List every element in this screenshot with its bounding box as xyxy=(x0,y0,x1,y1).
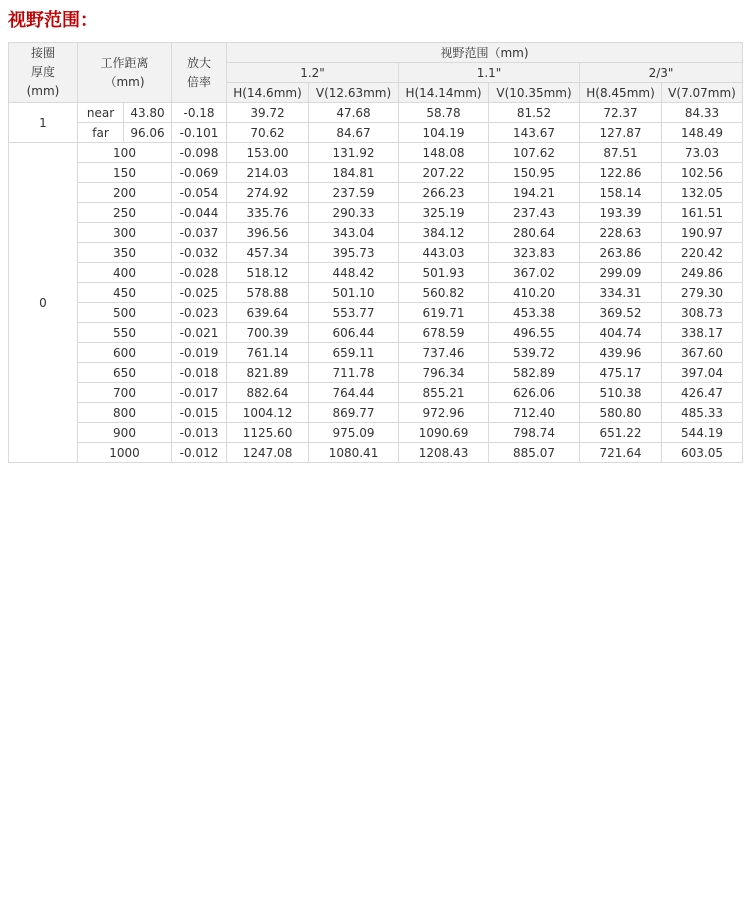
fov-cell: 651.22 xyxy=(580,423,662,443)
header-col: V(12.63mm) xyxy=(309,83,399,103)
magnification-cell: -0.012 xyxy=(172,443,227,463)
table-row xyxy=(9,343,743,363)
table-header xyxy=(9,43,743,103)
magnification-cell: -0.021 xyxy=(172,323,227,343)
table-row xyxy=(9,263,743,283)
fov-cell: 882.64 xyxy=(227,383,309,403)
fov-cell: 148.08 xyxy=(399,143,489,163)
fov-cell: 102.56 xyxy=(662,163,743,183)
fov-cell: 220.42 xyxy=(662,243,743,263)
header-working-distance: 工作距离 （mm) xyxy=(78,43,172,103)
fov-cell: 404.74 xyxy=(580,323,662,343)
fov-cell: 279.30 xyxy=(662,283,743,303)
header-sensor: 1.2" xyxy=(227,63,399,83)
magnification-cell: -0.044 xyxy=(172,203,227,223)
header-sensor: 1.1" xyxy=(399,63,580,83)
fov-cell: 1125.60 xyxy=(227,423,309,443)
fov-cell: 397.04 xyxy=(662,363,743,383)
table-row xyxy=(9,183,743,203)
fov-cell: 107.62 xyxy=(489,143,580,163)
distance-cell: 200 xyxy=(78,183,172,203)
distance-cell: 43.80 xyxy=(124,103,172,123)
fov-cell: 764.44 xyxy=(309,383,399,403)
fov-cell: 84.33 xyxy=(662,103,743,123)
magnification-cell: -0.019 xyxy=(172,343,227,363)
table-row xyxy=(9,403,743,423)
thickness-cell: 0 xyxy=(9,143,78,463)
fov-cell: 639.64 xyxy=(227,303,309,323)
fov-cell: 972.96 xyxy=(399,403,489,423)
fov-cell: 975.09 xyxy=(309,423,399,443)
fov-cell: 299.09 xyxy=(580,263,662,283)
fov-cell: 711.78 xyxy=(309,363,399,383)
header-thickness: 接圈 厚度 (mm) xyxy=(9,43,78,103)
fov-cell: 131.92 xyxy=(309,143,399,163)
fov-cell: 194.21 xyxy=(489,183,580,203)
fov-cell: 869.77 xyxy=(309,403,399,423)
fov-cell: 1208.43 xyxy=(399,443,489,463)
fov-cell: 367.60 xyxy=(662,343,743,363)
distance-cell: 400 xyxy=(78,263,172,283)
fov-cell: 184.81 xyxy=(309,163,399,183)
fov-cell: 280.64 xyxy=(489,223,580,243)
fov-cell: 885.07 xyxy=(489,443,580,463)
fov-cell: 539.72 xyxy=(489,343,580,363)
table-row xyxy=(9,243,743,263)
fov-cell: 249.86 xyxy=(662,263,743,283)
fov-cell: 335.76 xyxy=(227,203,309,223)
magnification-cell: -0.017 xyxy=(172,383,227,403)
fov-cell: 290.33 xyxy=(309,203,399,223)
magnification-cell: -0.032 xyxy=(172,243,227,263)
table-row xyxy=(9,443,743,463)
fov-cell: 161.51 xyxy=(662,203,743,223)
header-magnification: 放大 倍率 xyxy=(172,43,227,103)
fov-cell: 237.43 xyxy=(489,203,580,223)
distance-cell: 700 xyxy=(78,383,172,403)
table-row xyxy=(9,323,743,343)
fov-cell: 485.33 xyxy=(662,403,743,423)
table-row xyxy=(9,103,743,123)
fov-cell: 143.67 xyxy=(489,123,580,143)
fov-cell: 1080.41 xyxy=(309,443,399,463)
fov-cell: 150.95 xyxy=(489,163,580,183)
fov-cell: 207.22 xyxy=(399,163,489,183)
fov-cell: 395.73 xyxy=(309,243,399,263)
header-col: V(10.35mm) xyxy=(489,83,580,103)
fov-cell: 821.89 xyxy=(227,363,309,383)
fov-cell: 582.89 xyxy=(489,363,580,383)
table-row xyxy=(9,363,743,383)
fov-cell: 544.19 xyxy=(662,423,743,443)
fov-cell: 510.38 xyxy=(580,383,662,403)
fov-cell: 475.17 xyxy=(580,363,662,383)
fov-cell: 606.44 xyxy=(309,323,399,343)
distance-cell: 500 xyxy=(78,303,172,323)
fov-cell: 603.05 xyxy=(662,443,743,463)
distance-cell: 1000 xyxy=(78,443,172,463)
fov-cell: 1247.08 xyxy=(227,443,309,463)
magnification-cell: -0.098 xyxy=(172,143,227,163)
fov-cell: 457.34 xyxy=(227,243,309,263)
distance-cell: 800 xyxy=(78,403,172,423)
fov-cell: 678.59 xyxy=(399,323,489,343)
magnification-cell: -0.023 xyxy=(172,303,227,323)
fov-cell: 426.47 xyxy=(662,383,743,403)
fov-cell: 560.82 xyxy=(399,283,489,303)
distance-cell: 100 xyxy=(78,143,172,163)
header-col: H(8.45mm) xyxy=(580,83,662,103)
fov-cell: 237.59 xyxy=(309,183,399,203)
fov-cell: 58.78 xyxy=(399,103,489,123)
distance-cell: 96.06 xyxy=(124,123,172,143)
fov-cell: 193.39 xyxy=(580,203,662,223)
distance-cell: 300 xyxy=(78,223,172,243)
magnification-cell: -0.015 xyxy=(172,403,227,423)
fov-cell: 737.46 xyxy=(399,343,489,363)
fov-cell: 104.19 xyxy=(399,123,489,143)
fov-cell: 308.73 xyxy=(662,303,743,323)
distance-cell: 450 xyxy=(78,283,172,303)
fov-cell: 274.92 xyxy=(227,183,309,203)
table-row xyxy=(9,123,743,143)
field-of-view-table xyxy=(8,42,743,463)
fov-cell: 439.96 xyxy=(580,343,662,363)
distance-label-cell: near xyxy=(78,103,124,123)
fov-cell: 396.56 xyxy=(227,223,309,243)
magnification-cell: -0.028 xyxy=(172,263,227,283)
table-row xyxy=(9,203,743,223)
fov-cell: 448.42 xyxy=(309,263,399,283)
fov-cell: 659.11 xyxy=(309,343,399,363)
magnification-cell: -0.069 xyxy=(172,163,227,183)
distance-label-cell: far xyxy=(78,123,124,143)
distance-cell: 250 xyxy=(78,203,172,223)
thickness-cell: 1 xyxy=(9,103,78,143)
table-body xyxy=(9,103,743,463)
distance-cell: 350 xyxy=(78,243,172,263)
fov-cell: 578.88 xyxy=(227,283,309,303)
table-row xyxy=(9,223,743,243)
fov-cell: 496.55 xyxy=(489,323,580,343)
distance-cell: 150 xyxy=(78,163,172,183)
distance-cell: 900 xyxy=(78,423,172,443)
fov-cell: 700.39 xyxy=(227,323,309,343)
magnification-cell: -0.018 xyxy=(172,363,227,383)
fov-cell: 72.37 xyxy=(580,103,662,123)
fov-cell: 761.14 xyxy=(227,343,309,363)
fov-cell: 343.04 xyxy=(309,223,399,243)
fov-cell: 263.86 xyxy=(580,243,662,263)
fov-cell: 153.00 xyxy=(227,143,309,163)
fov-cell: 1004.12 xyxy=(227,403,309,423)
fov-cell: 855.21 xyxy=(399,383,489,403)
fov-cell: 47.68 xyxy=(309,103,399,123)
magnification-cell: -0.18 xyxy=(172,103,227,123)
fov-cell: 1090.69 xyxy=(399,423,489,443)
fov-cell: 453.38 xyxy=(489,303,580,323)
fov-cell: 190.97 xyxy=(662,223,743,243)
fov-cell: 410.20 xyxy=(489,283,580,303)
fov-cell: 369.52 xyxy=(580,303,662,323)
fov-cell: 580.80 xyxy=(580,403,662,423)
header-sensor: 2/3" xyxy=(580,63,743,83)
distance-cell: 550 xyxy=(78,323,172,343)
fov-cell: 39.72 xyxy=(227,103,309,123)
fov-cell: 325.19 xyxy=(399,203,489,223)
magnification-cell: -0.025 xyxy=(172,283,227,303)
table-row xyxy=(9,303,743,323)
fov-cell: 266.23 xyxy=(399,183,489,203)
magnification-cell: -0.101 xyxy=(172,123,227,143)
fov-cell: 127.87 xyxy=(580,123,662,143)
header-col: H(14.6mm) xyxy=(227,83,309,103)
fov-cell: 323.83 xyxy=(489,243,580,263)
magnification-cell: -0.054 xyxy=(172,183,227,203)
fov-cell: 518.12 xyxy=(227,263,309,283)
header-fov: 视野范围（mm) xyxy=(227,43,743,63)
fov-cell: 73.03 xyxy=(662,143,743,163)
fov-cell: 87.51 xyxy=(580,143,662,163)
fov-cell: 334.31 xyxy=(580,283,662,303)
distance-cell: 650 xyxy=(78,363,172,383)
fov-cell: 712.40 xyxy=(489,403,580,423)
magnification-cell: -0.013 xyxy=(172,423,227,443)
distance-cell: 600 xyxy=(78,343,172,363)
table-row xyxy=(9,423,743,443)
fov-cell: 443.03 xyxy=(399,243,489,263)
fov-cell: 501.93 xyxy=(399,263,489,283)
fov-cell: 721.64 xyxy=(580,443,662,463)
fov-cell: 132.05 xyxy=(662,183,743,203)
fov-cell: 228.63 xyxy=(580,223,662,243)
fov-cell: 214.03 xyxy=(227,163,309,183)
fov-cell: 384.12 xyxy=(399,223,489,243)
table-row xyxy=(9,283,743,303)
header-col: V(7.07mm) xyxy=(662,83,743,103)
table-row xyxy=(9,143,743,163)
fov-cell: 84.67 xyxy=(309,123,399,143)
fov-cell: 158.14 xyxy=(580,183,662,203)
fov-cell: 619.71 xyxy=(399,303,489,323)
fov-cell: 122.86 xyxy=(580,163,662,183)
table-row xyxy=(9,383,743,403)
fov-cell: 148.49 xyxy=(662,123,743,143)
fov-cell: 626.06 xyxy=(489,383,580,403)
fov-cell: 81.52 xyxy=(489,103,580,123)
fov-cell: 501.10 xyxy=(309,283,399,303)
fov-cell: 70.62 xyxy=(227,123,309,143)
fov-cell: 798.74 xyxy=(489,423,580,443)
fov-cell: 553.77 xyxy=(309,303,399,323)
fov-cell: 796.34 xyxy=(399,363,489,383)
header-col: H(14.14mm) xyxy=(399,83,489,103)
page-title: 视野范围： xyxy=(8,10,98,31)
table-row xyxy=(9,163,743,183)
magnification-cell: -0.037 xyxy=(172,223,227,243)
fov-cell: 338.17 xyxy=(662,323,743,343)
fov-cell: 367.02 xyxy=(489,263,580,283)
